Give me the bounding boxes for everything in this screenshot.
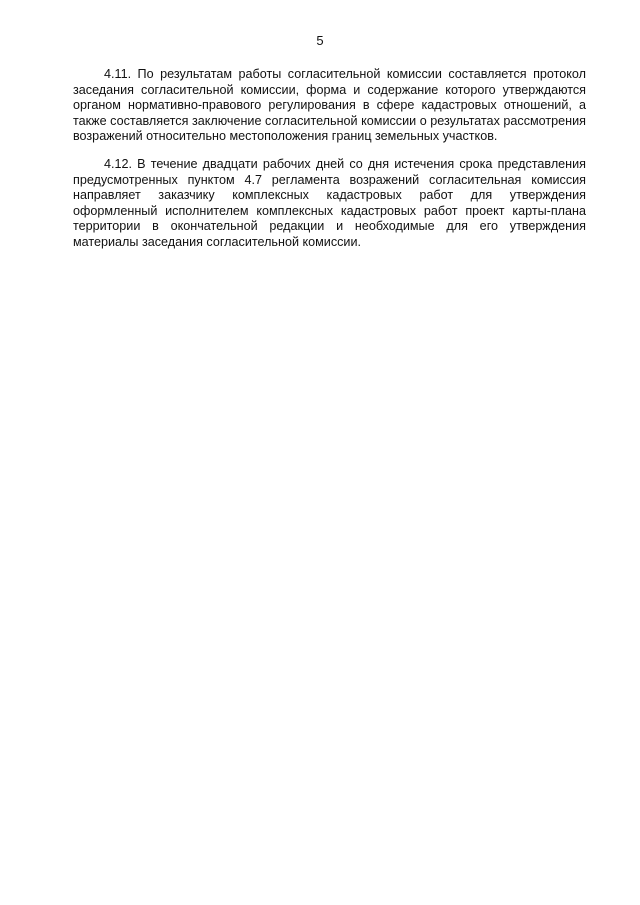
- document-body: [73, 67, 586, 263]
- page-number: 5: [316, 33, 324, 48]
- paragraph-4-12: 4.12. В течение двадцати рабочих дней со дня истечения срока представления предусмотренных пунктом 4.7 регламента возражений согласительная комиссия направляет заказчику комплексных кадастровых работ для утверждения оформленный исполнителем комплексных кадастровых работ проект карты-плана территории в окончательной редакции и необходимые для его утверждения материалы заседания согласительной комиссии.: [73, 156, 586, 249]
- paragraph-4-11: 4.11. По результатам работы согласительной комиссии составляется протокол заседания согласительной комиссии, форма и содержание которого утверждаются органом нормативно-правового регулирования в сфере кадастровых отношений, а также составляется заключение согласительной комиссии о результатах рассмотрения возражений относительно местоположения границ земельных участков.: [73, 67, 586, 144]
